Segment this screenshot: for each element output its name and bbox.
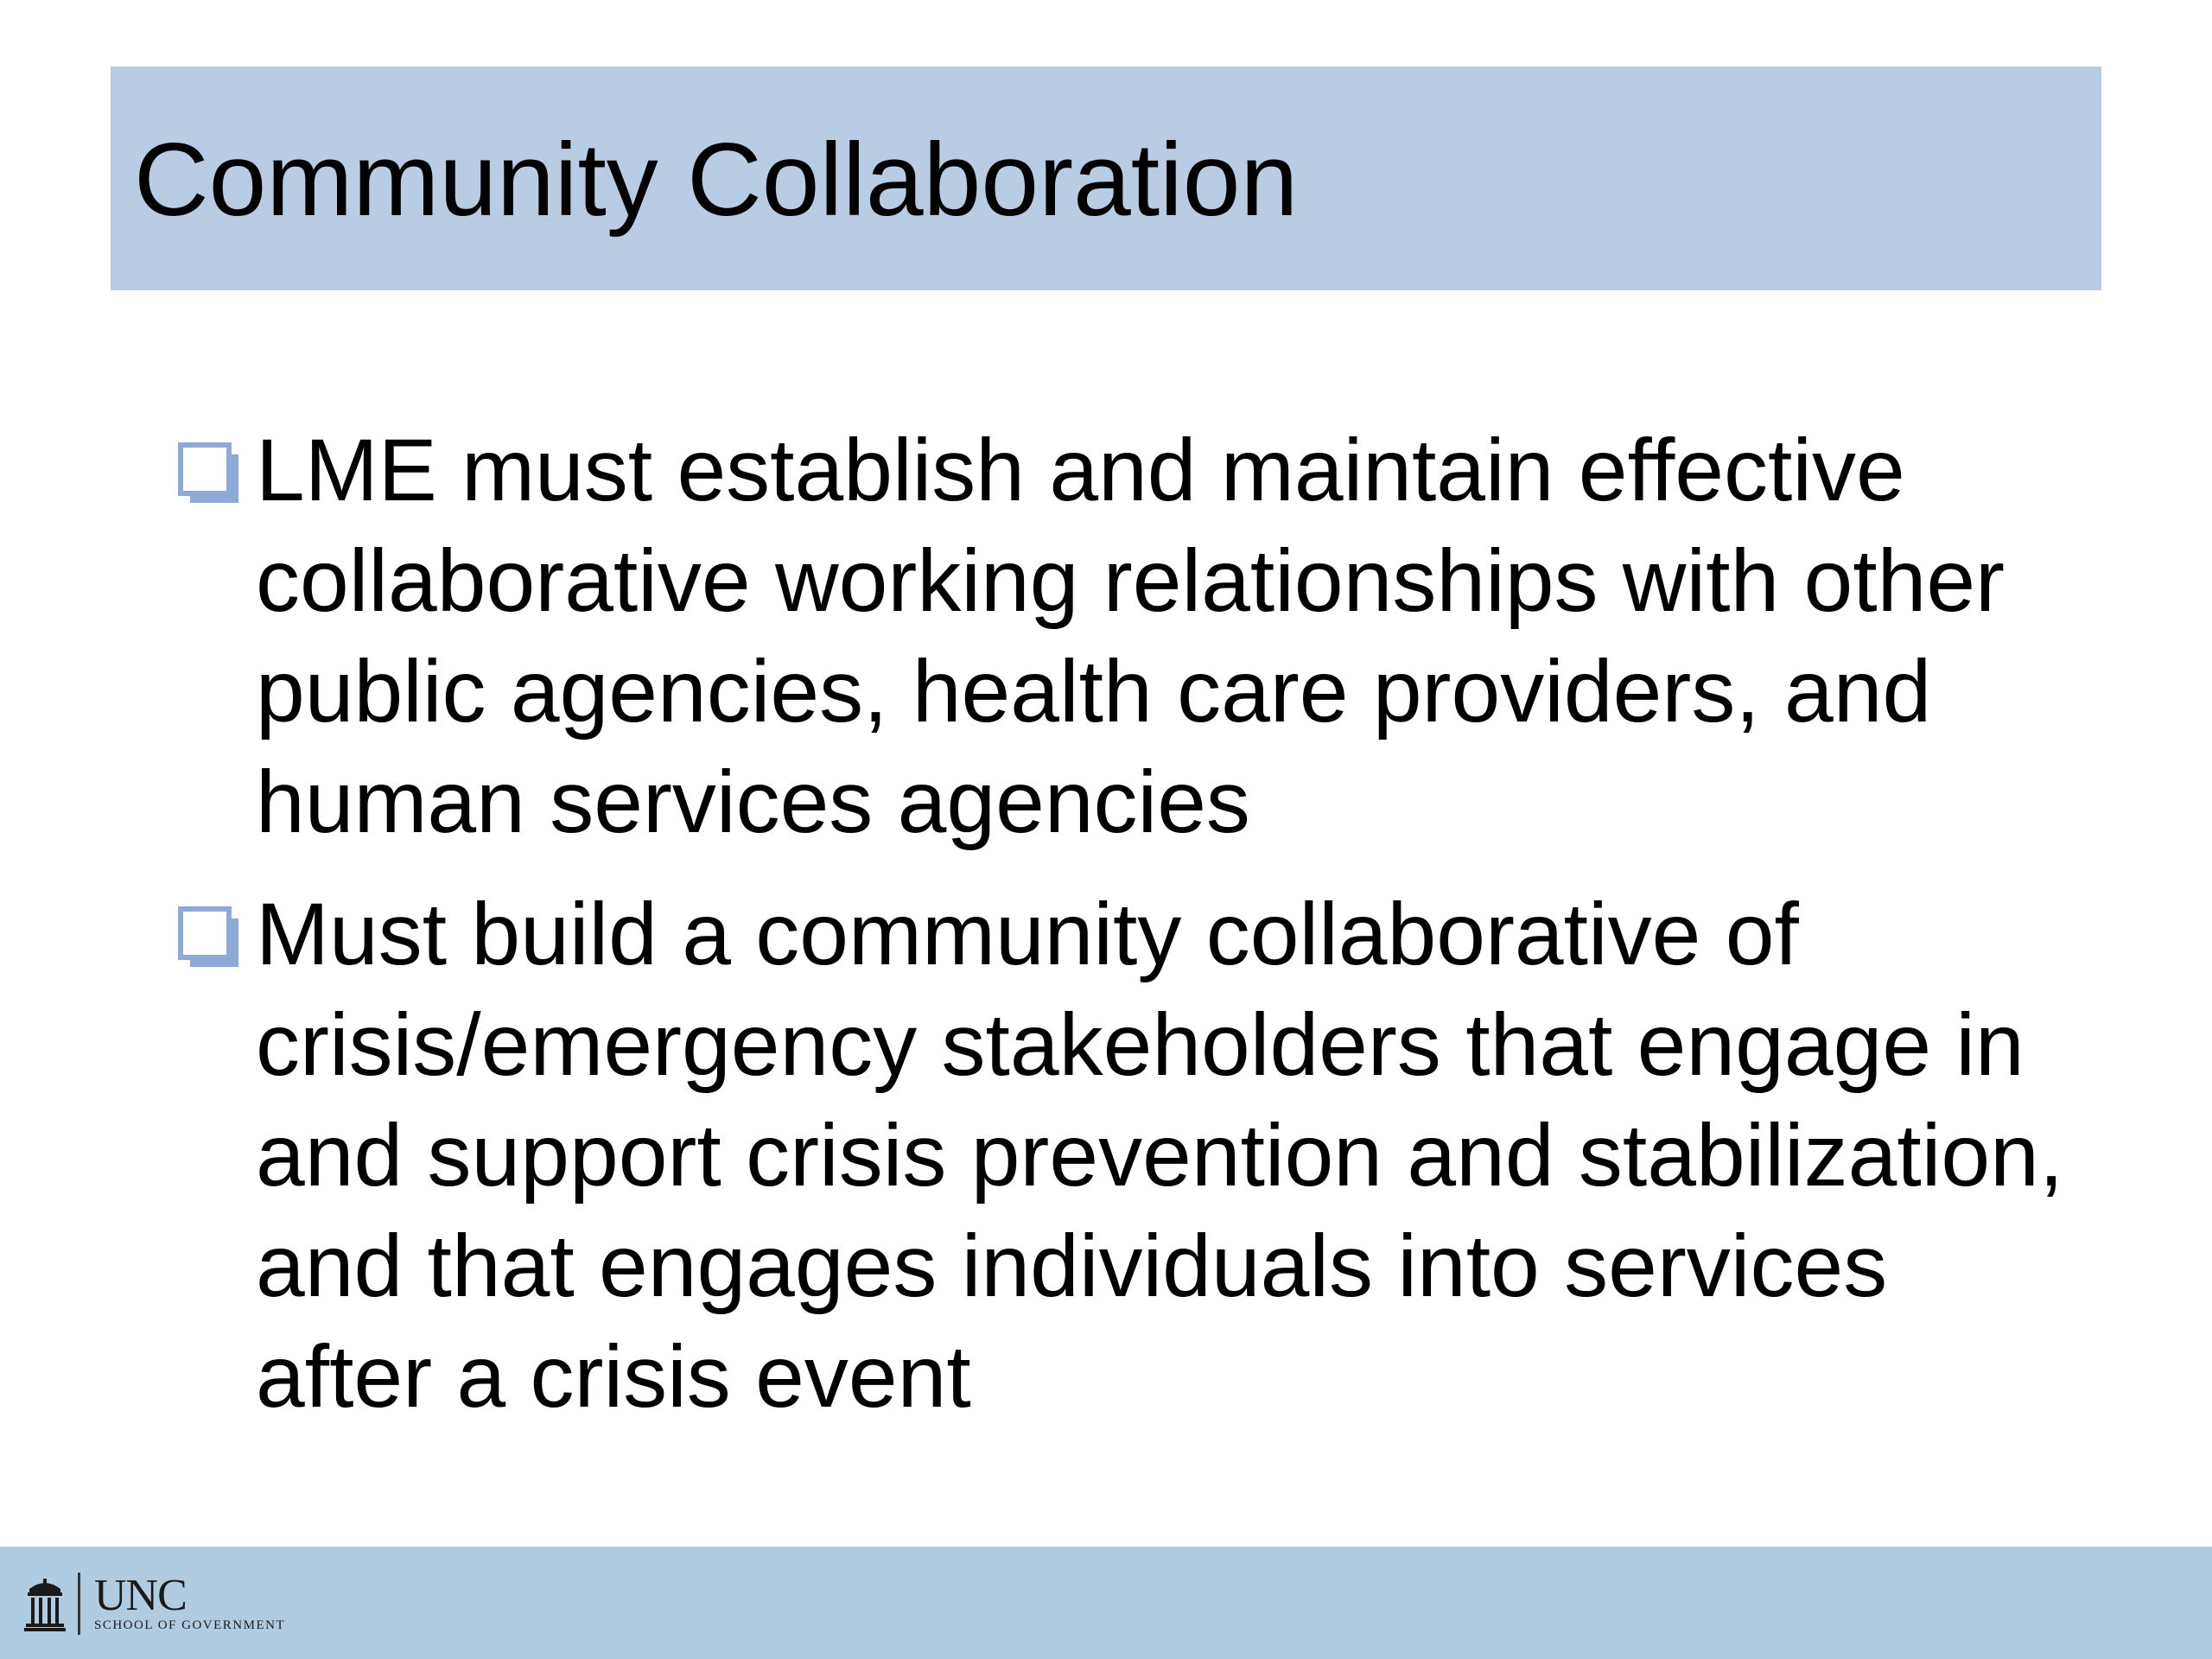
checkbox-square-icon xyxy=(178,442,240,505)
bullet-text: Must build a community collaborative of crisis/emergency stakeholders that engage in and support crisis prevention and stabilization, and that engages individuals into services after a crisis event xyxy=(256,885,2064,1426)
bullet-text: LME must establish and maintain effective collaborative working relationships with other public agencies, health care providers, and human services agencies xyxy=(256,421,2005,851)
slide-title: Community Collaboration xyxy=(134,122,1299,238)
footer-band xyxy=(0,1547,2212,1659)
logo-divider xyxy=(78,1573,80,1635)
logo-text xyxy=(94,1571,286,1633)
checkbox-square-icon xyxy=(178,906,240,969)
old-well-icon xyxy=(24,1575,66,1632)
logo-subtext: SCHOOL OF GOVERNMENT xyxy=(94,1618,286,1632)
bullet-item xyxy=(256,415,2079,857)
unc-sog-logo xyxy=(24,1571,285,1637)
logo-wordmark: UNC xyxy=(94,1571,187,1620)
bullet-list xyxy=(256,415,2079,1432)
bullet-item xyxy=(256,879,2079,1432)
